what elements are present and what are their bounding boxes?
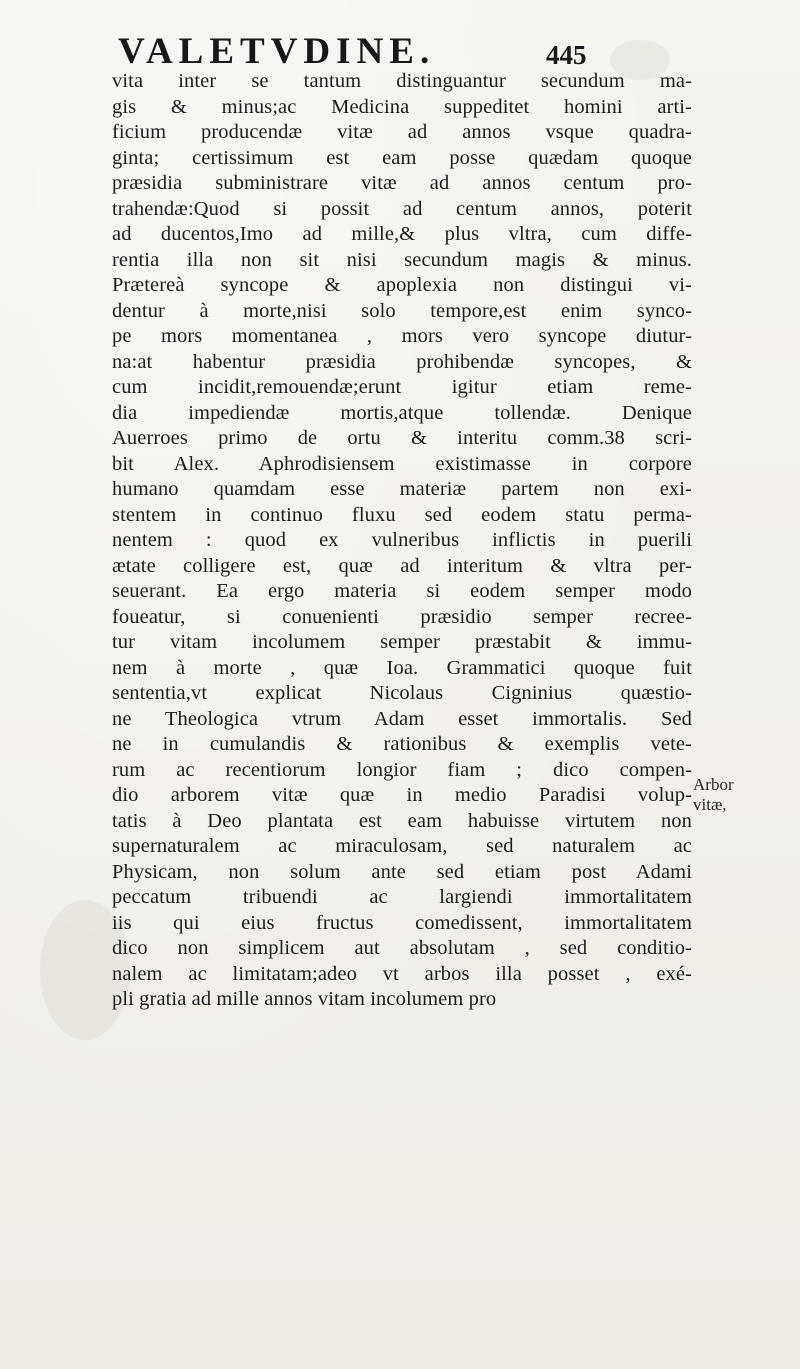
text-line: rum ac recentiorum longior fiam ; dico compen- (112, 758, 692, 781)
text-line: vita inter se tantum distinguantur secundum ma- (112, 70, 692, 92)
page-number: 445 (546, 40, 587, 70)
text-line: ad ducentos,Imo ad mille,& plus vltra, cum diffe- (112, 223, 692, 245)
text-line: trahendæ:Quod si possit ad centum annos, poterit (112, 197, 692, 220)
text-line: Auerroes primo de ortu & interitu comm.38 scri- (112, 427, 692, 449)
text-line: Physicam, non solum ante sed etiam post Adami (112, 860, 692, 883)
text-line: ficium producendæ vitæ ad annos vsque quadra- (112, 121, 692, 143)
text-line: pli gratia ad mille annos vitam incolumem pro (112, 988, 497, 1010)
running-title: VALETVDINE. (118, 31, 436, 72)
text-line: iis qui eius fructus comedissent, immortalitatem (112, 911, 692, 934)
text-line: nem à morte , quæ Ioa. Grammatici quoque fuit (112, 656, 692, 679)
text-line: nentem : quod ex vulneribus inflictis in puerili (112, 529, 692, 551)
text-line: bit Alex. Aphrodisiensem existimasse in corpore (112, 452, 692, 475)
text-line: rentia illa non sit nisi secundum magis & minus. (112, 248, 692, 271)
text-line: dio arborem vitæ quæ in medio Paradisi volup- (112, 784, 692, 806)
text-line: cum incidit,remouendæ;erunt igitur etiam reme- (112, 376, 692, 398)
text-line: nalem ac limitatam;adeo vt arbos illa posset , exé- (112, 962, 692, 985)
margin-note (693, 775, 783, 815)
body-text (112, 69, 692, 1013)
text-line: ginta; certissimum est eam posse quædam quoque (112, 146, 692, 169)
text-line: ne in cumulandis & rationibus & exemplis vete- (112, 733, 692, 755)
text-line: foueatur, si conuenienti præsidio semper recree- (112, 605, 692, 628)
text-line: pe mors momentanea , mors vero syncope diutur- (112, 325, 692, 347)
text-line: supernaturalem ac miraculosam, sed naturalem ac (112, 835, 692, 857)
text-line: gis & minus;ac Medicina suppeditet homini arti- (112, 95, 692, 118)
text-line: ne Theologica vtrum Adam esset immortalis. Sed (112, 707, 692, 730)
text-line: ætate colligere est, quæ ad interitum & vltra per- (112, 554, 692, 577)
margin-note-line: Arbor (693, 775, 734, 794)
text-line: tatis à Deo plantata est eam habuisse virtutem non (112, 809, 692, 832)
text-line: Prætereà syncope & apoplexia non distingui vi- (112, 274, 692, 296)
text-line: seuerant. Ea ergo materia si eodem semper modo (112, 580, 692, 602)
text-line: na:at habentur præsidia prohibendæ syncopes, & (112, 350, 692, 373)
text-line: stentem in continuo fluxu sed eodem statu perma- (112, 503, 692, 526)
text-line: tur vitam incolumem semper præstabit & immu- (112, 631, 692, 653)
text-line: humano quamdam esse materiæ partem non exi- (112, 478, 692, 500)
text-line: dia impediendæ mortis,atque tollendæ. Denique (112, 401, 692, 424)
text-line: præsidia subministrare vitæ ad annos centum pro- (112, 172, 692, 194)
text-line: peccatum tribuendi ac largiendi immortalitatem (112, 886, 692, 908)
margin-note-line: vitæ, (693, 795, 727, 814)
text-line: dico non simplicem aut absolutam , sed conditio- (112, 937, 692, 959)
text-line: sententia,vt explicat Nicolaus Cigninius quæstio- (112, 682, 692, 704)
text-line: dentur à morte,nisi solo tempore,est enim synco- (112, 299, 692, 322)
